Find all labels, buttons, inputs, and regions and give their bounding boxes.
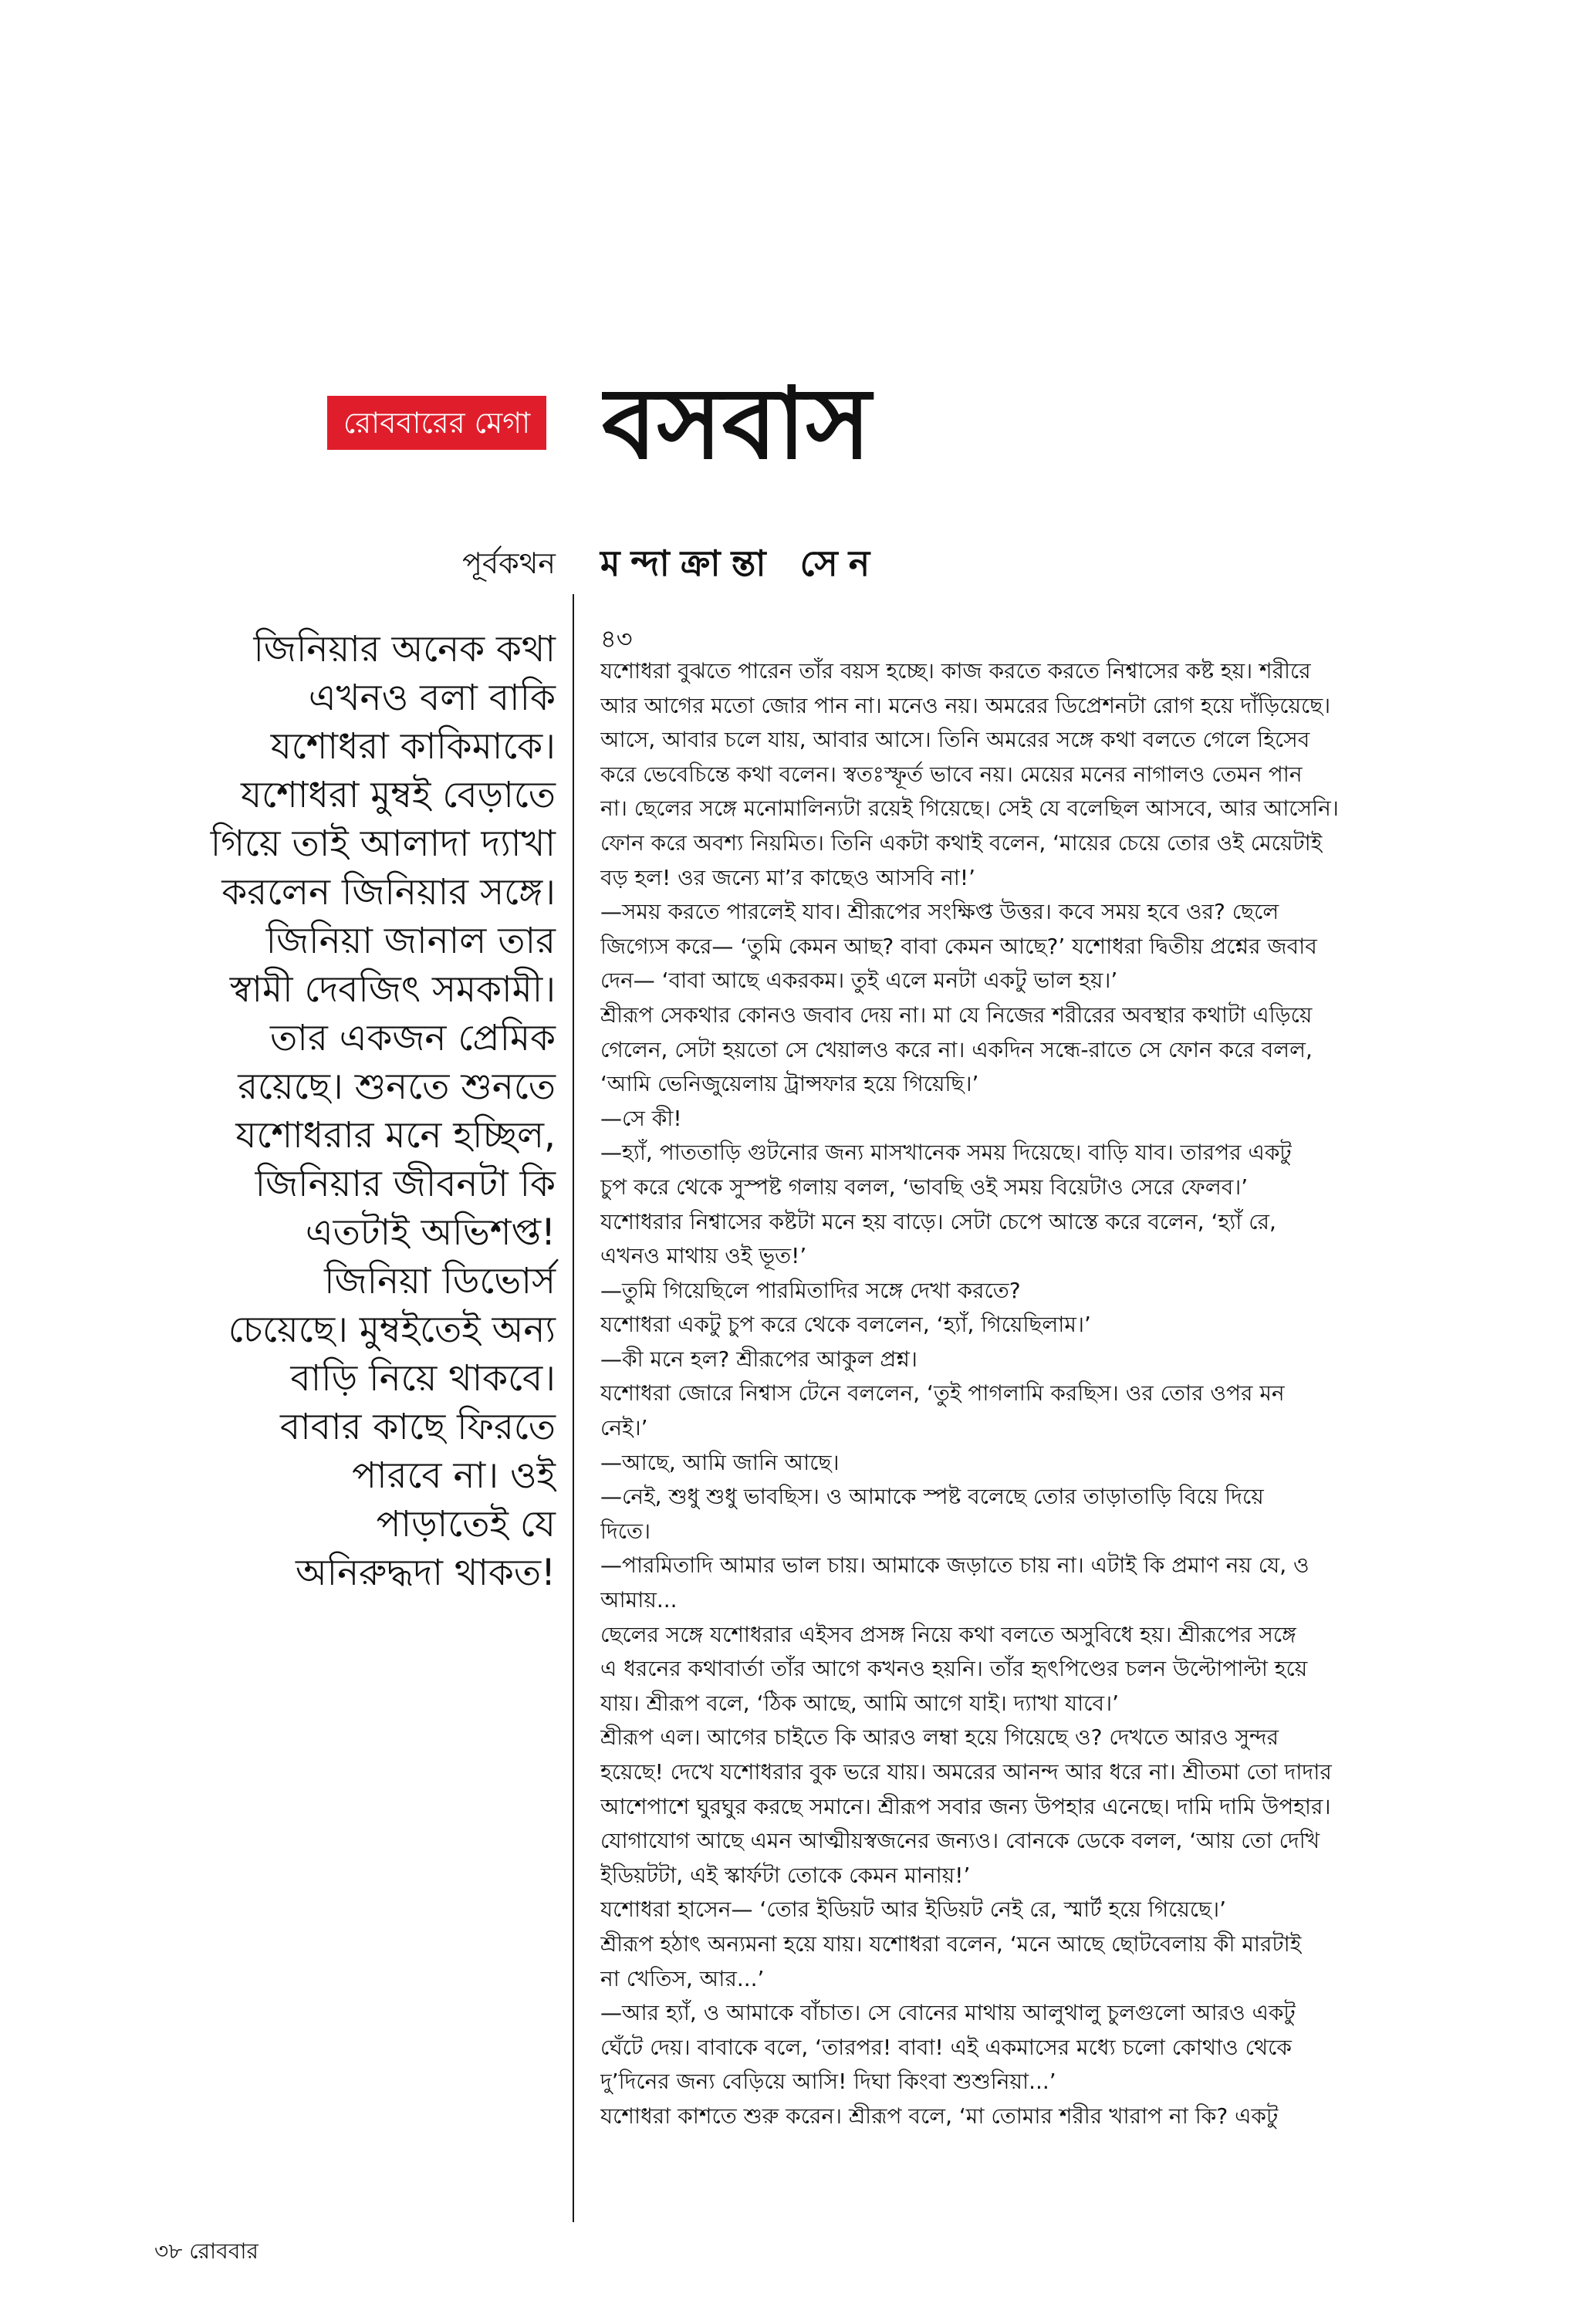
body-line: দিতে। [600, 1518, 651, 1544]
body-line: —সে কী! [600, 1105, 682, 1131]
pullquote-line: যশোধরা মুম্বই বেড়াতে [241, 774, 556, 816]
body-line: চুপ করে থেকে সুস্পষ্ট গলায় বলল, ‘ভাবছি ওই সময় বিয়েটাও সেরে ফেলব।’ [600, 1174, 1249, 1200]
pullquote-line: অনিরুদ্ধদা থাকত! [295, 1552, 556, 1594]
pullquote-line: চেয়েছে। মুম্বইতেই অন্য [228, 1309, 556, 1351]
body-line: —আছে, আমি জানি আছে। [600, 1449, 840, 1475]
body-line: না খেতিস, আর...’ [600, 1965, 765, 1991]
pullquote-line: পাড়াতেই যে [376, 1503, 556, 1545]
pullquote-line: গিয়ে তাই আলাদা দ্যাখা [210, 823, 556, 865]
body-line: —সময় করতে পারলেই যাব। শ্রীরূপের সংক্ষিপ্ত উত্তর। কবে সময় হবে ওর? ছেলে [600, 899, 1279, 925]
pullquote-line: এখনও বলা বাকি [308, 677, 556, 719]
body-line: —আর হ্যাঁ, ও আমাকে বাঁচাত। সে বোনের মাথায় আলুথালু চুলগুলো আরও একটু [600, 2000, 1296, 2026]
pullquote-line: স্বামী দেবজিৎ সমকামী। [229, 968, 556, 1011]
body-line: যশোধরা বুঝতে পারেন তাঁর বয়স হচ্ছে। কাজ করতে করতে নিশ্বাসের কষ্ট হয়। শরীরে [600, 658, 1311, 684]
body-line: শ্রীরূপ সেকথার কোনও জবাব দেয় না। মা যে নিজের শরীরের অবস্থার কথাটা এড়িয়ে [600, 1002, 1313, 1028]
body-line: এ ধরনের কথাবার্তা তাঁর আগে কখনও হয়নি। তাঁর হৃৎপিণ্ডের চলন উল্টোপাল্টা হয়ে [600, 1656, 1308, 1682]
body-line: যোগাযোগ আছে এমন আত্মীয়স্বজনের জন্যও। বোনকে ডেকে বলল, ‘আয় তো দেখি [600, 1828, 1320, 1854]
pullquote-line: বাড়ি নিয়ে থাকবে। [290, 1357, 556, 1400]
body-line: যায়। শ্রীরূপ বলে, ‘ঠিক আছে, আমি আগে যাই। দ্যাখা যাবে।’ [600, 1690, 1119, 1716]
article-title: বসবাস [602, 367, 871, 481]
pullquote-line: জিনিয়া ডিভোর্স [324, 1260, 556, 1302]
pullquote-line: জিনিয়া জানাল তার [265, 920, 556, 962]
pullquote-line: জিনিয়ার অনেক কথা [253, 628, 556, 671]
body-line: যশোধরা একটু চুপ করে থেকে বললেন, ‘হ্যাঁ, গিয়েছিলাম।’ [600, 1312, 1091, 1338]
body-line: —কী মনে হল? শ্রীরূপের আকুল প্রশ্ন। [600, 1346, 917, 1372]
page-footer: ৩৮ রোববার [154, 2238, 259, 2264]
body-line: শ্রীরূপ এল। আগের চাইতে কি আরও লম্বা হয়ে গিয়েছে ও? দেখতে আরও সুন্দর [600, 1724, 1279, 1751]
body-line: আর আগের মতো জোর পান না। মনেও নয়। অমরের ডিপ্রেশনটা রোগ হয়ে দাঁড়িয়েছে। [600, 692, 1331, 718]
body-line: নেই।’ [600, 1415, 648, 1441]
pullquote-line: তার একজন প্রেমিক [270, 1017, 556, 1059]
body-line: যশোধরার নিশ্বাসের কষ্টটা মনে হয় বাড়ে। সেটা চেপে আস্তে করে বলেন, ‘হ্যাঁ রে, [600, 1208, 1276, 1235]
body-line: না। ছেলের সঙ্গে মনোমালিন্যটা রয়েই গিয়েছে। সেই যে বলেছিল আসবে, আর আসেনি। [600, 795, 1339, 822]
body-line: ঘেঁটে দেয়। বাবাকে বলে, ‘তারপর! বাবা! এই একমাসের মধ্যে চলো কোথাও থেকে [600, 2034, 1292, 2060]
body-line: —পারমিতাদি আমার ভাল চায়। আমাকে জড়াতে চায় না। এটাই কি প্রমাণ নয় যে, ও [600, 1552, 1309, 1579]
body-line: বড় হল! ওর জন্যে মা’র কাছেও আসবি না!’ [600, 864, 976, 890]
body-line: যশোধরা কাশতে শুরু করেন। শ্রীরূপ বলে, ‘মা তোমার শরীর খারাপ না কি? একটু [600, 2103, 1279, 2129]
body-line: যশোধরা হাসেন— ‘তোর ইডিয়ট আর ইডিয়ট নেই রে, স্মার্ট হয়ে গিয়েছে।’ [600, 1897, 1227, 1923]
pullquote-line: বাবার কাছে ফিরতে [280, 1406, 556, 1448]
body-line: ইডিয়টটা, এই স্কার্ফটা তোকে কেমন মানায়!’ [600, 1862, 971, 1888]
body-line: দেন— ‘বাবা আছে একরকম। তুই এলে মনটা একটু ভাল হয়।’ [600, 968, 1118, 994]
body-line: —হ্যাঁ, পাততাড়ি গুটনোর জন্য মাসখানেক সময় দিয়েছে। বাড়ি যাব। তারপর একটু [600, 1140, 1292, 1166]
body-line: গেলেন, সেটা হয়তো সে খেয়ালও করে না। একদিন সন্ধে-রাতে সে ফোন করে বলল, [600, 1036, 1313, 1062]
pullquote-line: করলেন জিনিয়ার সঙ্গে। [221, 871, 556, 914]
body-line: আশেপাশে ঘুরঘুর করছে সমানে। শ্রীরূপ সবার জন্য উপহার এনেছে। দামি দামি উপহার। [600, 1793, 1331, 1819]
body-line: শ্রীরূপ হঠাৎ অন্যমনা হয়ে যায়। যশোধরা বলেন, ‘মনে আছে ছোটবেলায় কী মারটাই [600, 1930, 1302, 1957]
body-line: করে ভেবেচিন্তে কথা বলেন। স্বতঃস্ফূর্ত ভাবে নয়। মেয়ের মনের নাগালও তেমন পান [600, 761, 1303, 787]
body-line: জিগ্যেস করে— ‘তুমি কেমন আছ? বাবা কেমন আছে?’ যশোধরা দ্বিতীয় প্রশ্নের জবাব [600, 933, 1317, 959]
pullquote-line: রয়েছে। শুনতে শুনতে [238, 1066, 556, 1108]
pullquote-line: এতটাই অভিশপ্ত! [305, 1211, 556, 1254]
column-divider [573, 594, 574, 2222]
section-label: পূর্বকথন [462, 546, 556, 580]
body-line: আমায়... [600, 1587, 678, 1613]
body-line: —নেই, শুধু শুধু ভাবছিস। ও আমাকে স্পষ্ট বলেছে তোর তাড়াতাড়ি বিয়ে দিয়ে [600, 1484, 1264, 1510]
body-line: হয়েছে! দেখে যশোধরার বুক ভরে যায়। অমরের আনন্দ আর ধরে না। শ্রীতমা তো দাদার [600, 1759, 1332, 1785]
pullquote-line: যশোধরার মনে হচ্ছিল, [235, 1114, 556, 1157]
body-line: দু’দিনের জন্য বেড়িয়ে আসি! দিঘা কিংবা শুশুনিয়া...’ [600, 2069, 1056, 2095]
pullquote-line: পারবে না। ওই [352, 1454, 556, 1497]
body-line: ছেলের সঙ্গে যশোধরার এইসব প্রসঙ্গ নিয়ে কথা বলতে অসুবিধে হয়। শ্রীরূপের সঙ্গে [600, 1621, 1296, 1647]
body-line: —তুমি গিয়েছিলে পারমিতাদির সঙ্গে দেখা করতে? [600, 1277, 1021, 1303]
pullquote [154, 625, 556, 1782]
chapter-number: ৪৩ [600, 624, 633, 654]
body-line: ফোন করে অবশ্য নিয়মিত। তিনি একটা কথাই বলেন, ‘মায়ের চেয়ে তোর ওই মেয়েটাই [600, 829, 1323, 856]
article-body [600, 654, 1411, 2143]
body-line: ‘আমি ভেনিজুয়েলায় ট্রান্সফার হয়ে গিয়েছি।’ [600, 1071, 979, 1097]
pullquote-line: যশোধরা কাকিমাকে। [270, 725, 556, 768]
category-badge: রোববারের মেগা [327, 396, 546, 450]
body-line: এখনও মাথায় ওই ভূত!’ [600, 1243, 807, 1269]
pullquote-line: জিনিয়ার জীবনটা কি [255, 1163, 556, 1205]
body-line: যশোধরা জোরে নিশ্বাস টেনে বললেন, ‘তুই পাগলামি করছিস। ওর তোর ওপর মন [600, 1380, 1285, 1407]
body-line: আসে, আবার চলে যায়, আবার আসে। তিনি অমরের সঙ্গে কথা বলতে গেলে হিসেব [600, 727, 1310, 753]
author-name: মন্দাক্রান্তা সেন [600, 542, 881, 584]
